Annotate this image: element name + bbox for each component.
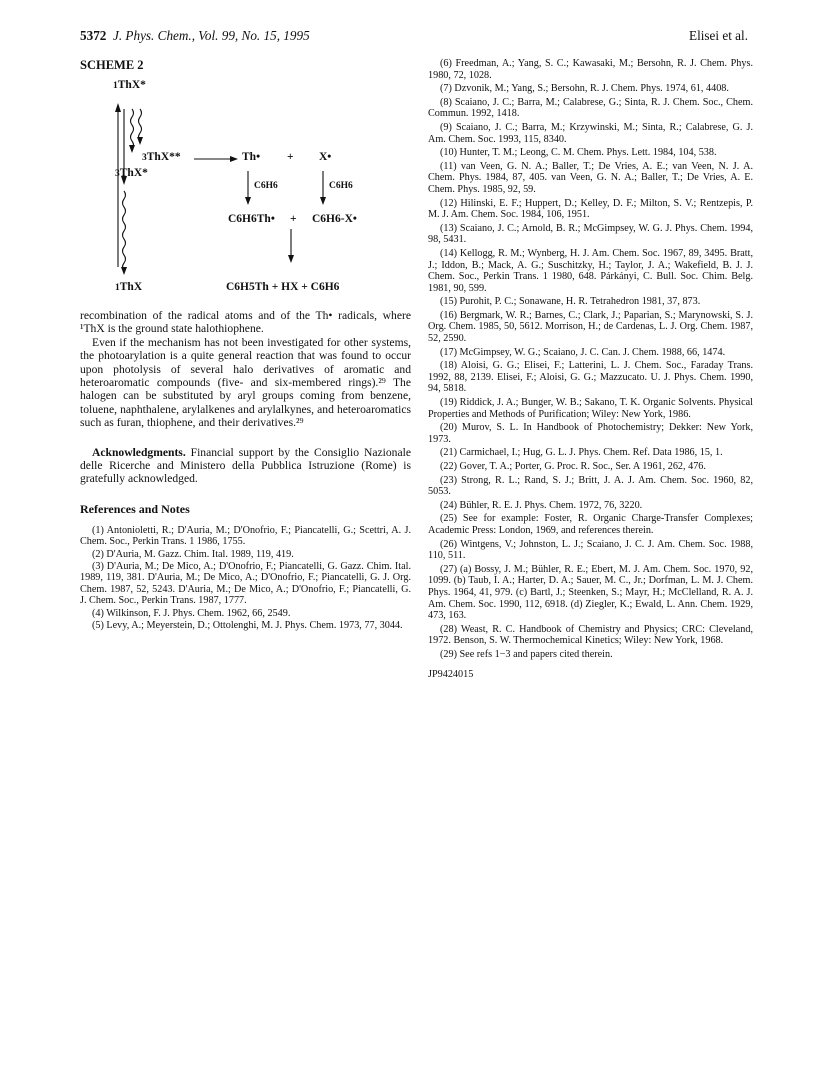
halogen-adduct-label: C6H6-X• <box>312 213 357 225</box>
triplet-thx-label: 3ThX* <box>115 167 148 179</box>
reference-item: (29) See refs 1−3 and papers cited therein. <box>440 648 613 660</box>
ground-state-thx-label: 1ThX <box>115 281 143 293</box>
reference-item: (23) Strong, R. L.; Rand, S. J.; Britt, J. A. J. Am. Chem. Soc. 1960, 82, 5053. <box>428 474 753 498</box>
ack-text: Financial support by the Consiglio Nazionale delle Ricerche and Ministero della Pubblica Istruzione (Rome) is gratefully acknowledged. <box>80 445 411 486</box>
hot-triplet-thx-label: 3ThX** <box>142 151 181 163</box>
singlet-thx-label: 1ThX* <box>113 79 146 91</box>
reference-item: (10) Hunter, T. M.; Leong, C. M. Chem. Phys. Lett. 1984, 104, 538. <box>440 147 717 159</box>
halogen-radical-label: X• <box>319 151 332 163</box>
reference-item: (13) Scaiano, J. C.; Arnold, B. R.; McGimpsey, W. G. J. Phys. Chem. 1994, 98, 5431. <box>428 222 753 246</box>
reference-item: (6) Freedman, A.; Yang, S. C.; Kawasaki, M.; Bersohn, R. J. Chem. Phys. 1980, 72, 1028. <box>428 58 753 81</box>
reference-item: (21) Carmichael, I.; Hug, G. L. J. Phys. Chem. Ref. Data 1986, 15, 1. <box>440 447 723 459</box>
reference-item: (12) Hilinski, E. F.; Huppert, D.; Kelley, D. F.; Milton, S. V.; Rentzepis, P. M. J. Am. Chem. Soc. 1984, 106, 1951. <box>428 197 753 221</box>
plus-sign-1: + <box>287 151 294 163</box>
ack-label: Acknowledgments. <box>92 445 186 459</box>
body-paragraph-1: recombination of the radical atoms and of the Th• radicals, where ¹ThX is the ground state halothiophene. <box>80 309 411 336</box>
plus-sign-2: + <box>290 213 297 225</box>
references-heading: References and Notes <box>80 501 190 516</box>
thienyl-radical-label: Th• <box>242 151 261 163</box>
manuscript-tag: JP9424015 <box>428 668 474 680</box>
benzene-label-left: C6H6 <box>254 181 278 191</box>
reference-item: (3) D'Auria, M.; De Mico, A.; D'Onofrio, F.; Piancatelli, G. Gazz. Chim. Ital. 1989, 119, 381. D'Auria, M.; De Mico, A.; D'Onofrio, F.; Piancatelli, G. J. Org. Chem. 1987, 52, 5243. D'Auria, M.; De Mico, A.; D'Onofrio, F.; Piancatelli, G. J. Chem. Soc., Perkin Trans. 1987, 1777. <box>80 560 411 607</box>
reference-item: (27) (a) Bossy, J. M.; Bühler, R. E.; Ebert, M. J. Am. Chem. Soc. 1970, 92, 1099. (b) Taub, I. A.; Harter, D. A.; Sauer, M. C., Jr.; Dorfman, L. M. J. Chem. Phys. 1964, 41, 979. (c) Bartl, J.; Steenken, S.; Mayr, H.; McClelland, R. A. J. Am. Chem. Soc. 1990, 112, 6918. (d) Ziegler, K.; Ewald, L. Ann. Chem. 1929, 473, 163. <box>428 563 753 622</box>
right-column <box>428 58 753 680</box>
adduct-radical-label: C6H6Th• <box>228 213 275 225</box>
reference-item: (11) van Veen, G. N. A.; Baller, T.; De Vries, A. E.; van Veen, N. J. A. Chem. Phys. 1984, 87, 405. van Veen, G. N. A.; Baller, T.; De Vries, A. E. Chem. Phys. 1985, 92, 59. <box>428 160 753 195</box>
reference-item: (2) D'Auria, M. Gazz. Chim. Ital. 1989, 119, 419. <box>92 548 294 560</box>
scheme-arrows <box>80 79 411 309</box>
wavy-decay-3 <box>123 191 126 271</box>
reference-item: (16) Bergmark, W. R.; Barnes, C.; Clark, J.; Paparian, S.; Marynowski, S. J. Org. Chem. 1985, 50, 5612. Morrison, H.; de Cardenas, L. J. Org. Chem. 1987, 52, 2590. <box>428 309 753 345</box>
reference-item: (8) Scaiano, J. C.; Barra, M.; Calabrese, G.; Sinta, R. J. Chem. Soc., Chem. Commun. 1992, 1418. <box>428 96 753 120</box>
reference-item: (25) See for example: Foster, R. Organic Charge-Transfer Complexes; Academic Press: London, 1969, and references therein. <box>428 513 753 536</box>
wavy-decay-1 <box>131 109 134 149</box>
reaction-scheme <box>80 79 411 309</box>
reference-item: (17) McGimpsey, W. G.; Scaiano, J. C. Can. J. Chem. 1988, 66, 1474. <box>440 346 726 358</box>
reference-item: (15) Purohit, P. C.; Sonawane, H. R. Tetrahedron 1981, 37, 873. <box>440 296 701 308</box>
reference-item: (7) Dzvonik, M.; Yang, S.; Bersohn, R. J. Chem. Phys. 1974, 61, 4408. <box>440 83 729 95</box>
reference-item: (19) Riddick, J. A.; Bunger, W. B.; Sakano, T. K. Organic Solvents. Physical Properties and Methods of Purification; Wiley: New York, 1986. <box>428 397 753 420</box>
reference-item: (22) Gover, T. A.; Porter, G. Proc. R. Soc., Ser. A 1961, 262, 476. <box>440 461 706 472</box>
acknowledgments <box>80 446 411 486</box>
reference-item: (24) Bühler, R. E. J. Phys. Chem. 1972, 76, 3220. <box>440 499 643 511</box>
running-header-authors: Elisei et al. <box>689 28 748 43</box>
products-label: C6H5Th + HX + C6H6 <box>226 281 340 293</box>
reference-item: (20) Murov, S. L. In Handbook of Photochemistry; Dekker: New York, 1973. <box>428 422 753 445</box>
scheme-title: SCHEME 2 <box>80 58 144 72</box>
reference-item: (18) Aloisi, G. G.; Elisei, F.; Latterini, L. J. Chem. Soc., Faraday Trans. 1992, 88, 2139. Elisei, F.; Aloisi, G. G.; Mazzucato. U. J. Phys. Chem. 1990, 94, 5818. <box>428 360 753 395</box>
reference-item: (4) Wilkinson, F. J. Phys. Chem. 1962, 66, 2549. <box>92 607 291 619</box>
page-number: 5372 <box>80 28 107 43</box>
body-paragraph-2: Even if the mechanism has not been investigated for other systems, the photoarylation is a quite general reaction that was found to occur upon photolysis of several halo derivatives of aromatic and heteroaromatic compounds (five- and six-membered rings).²⁹ The halogen can be substituted by aryl groups coming from benzene, toluene, naphthalene, arylalkenes and arylalkynes, and heteroaromatics such as furan, thiophene, and their derivatives.²⁹ <box>80 335 411 430</box>
reference-item: (5) Levy, A.; Meyerstein, D.; Ottolenghi, M. J. Phys. Chem. 1973, 77, 3044. <box>92 619 403 631</box>
journal-citation: J. Phys. Chem., Vol. 99, No. 15, 1995 <box>112 28 310 43</box>
wavy-decay-2 <box>139 109 142 141</box>
running-header-left <box>80 28 310 44</box>
reference-item: (14) Kellogg, R. M.; Wynberg, H. J. Am. Chem. Soc. 1967, 89, 3495. Bratt, J.; Iddon, B.; Mack, A. G.; Suschitzky, H.; Taylor, J. A.; Wakefield, B. J. J. Chem. Soc., Perkin Trans. 1 1980, 648. Párkányi, C. Bull. Soc. Chim. Belg. 1981, 90, 599. <box>428 247 753 294</box>
reference-item: (9) Scaiano, J. C.; Barra, M.; Krzywinski, M.; Sinta, R.; Calabrese, G. J. Am. Chem. Soc. 1993, 115, 8340. <box>428 121 753 145</box>
benzene-label-right: C6H6 <box>329 181 353 191</box>
reference-item: (26) Wintgens, V.; Johnston, L. J.; Scaiano, J. C. J. Am. Chem. Soc. 1988, 110, 511. <box>428 538 753 562</box>
left-column <box>80 58 411 632</box>
reference-item: (28) Weast, R. C. Handbook of Chemistry and Physics; CRC: Cleveland, 1972. Benson, S. W. Thermochemical Kinetics; Wiley: New York, 1968. <box>428 623 753 647</box>
reference-item: (1) Antonioletti, R.; D'Auria, M.; D'Onofrio, F.; Piancatelli, G.; Scettri, A. J. Chem. Soc., Perkin Trans. 1 1986, 1755. <box>80 524 411 548</box>
